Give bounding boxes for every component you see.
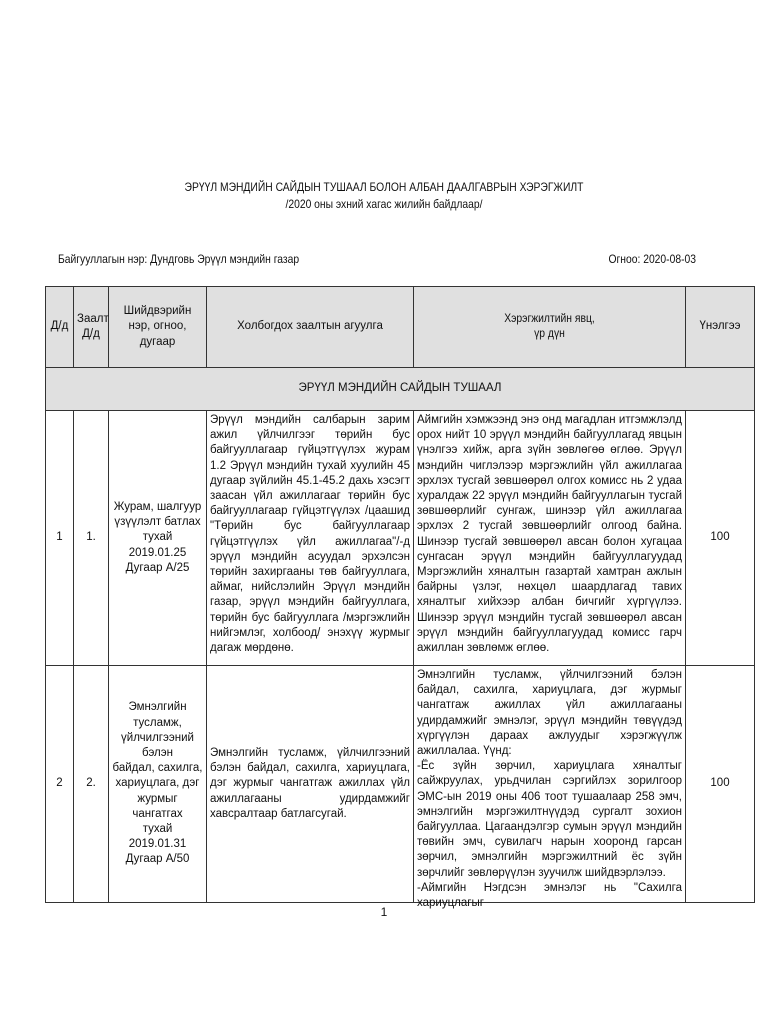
table-header-row <box>46 287 755 368</box>
section-title: ЭРҮҮЛ МЭНДИЙН САЙДЫН ТУШААЛ <box>46 368 755 411</box>
implementation-table <box>45 286 755 910</box>
row-content: Эмнэлгийн тусламж, үйлчилгээний бэлэн байдал, сахилга, хариуцлага, дэг журмыг чангатгаж ажиллах үйл ажиллагааны удирдамжийг хавсралтаар батлагсугай. <box>207 666 414 903</box>
row-task-no: 2. <box>74 666 109 903</box>
header-score: Үнэлгээ <box>686 287 755 368</box>
row-progress: Аймгийн хэмжээнд энэ онд магадлан итгэмжлэлд орох нийт 10 эрүүл мэндийн байгууллагад явцын үнэлгээ хийж, арга зүйн зөвлөгөө өглөө. Эрүүл мэндийн чиглэлээр мэргэжлийн үйл ажиллагаа эрхлэх тусгай зөвшөөрөл олгох комисс нь 2 удаа хуралдаж 22 эрүүл мэндийн байгууллагын тусгай зөвшөөрлийг сунгаж, шинээр үйл ажиллагаа эрхлэх 2 тусгай зөвшөөрлийг олгоод байна. Шинээр тусгай зөвшөөрөл авсан болон хугацаа сунгасан эрүүл мэндийн байгууллагуудад Мэргэжлийн хяналтын газартай хамтран ажлын байрны үзлэг, нөхцөл шаардлагад тавих хяналтыг хийхээр албан бичгийг хүргүүлээ. Шинээр эрүүл мэндийн тусгай зөвшөөрөл авсан эрүүл мэндийн байгууллагуудад комисс гарч ажиллан зөвлөмж өглөө. <box>414 411 686 666</box>
row-no: 1 <box>46 411 74 666</box>
table-row <box>46 411 755 666</box>
document-subtitle: /2020 оны эхний хагас жилийн байдлаар/ <box>285 197 483 211</box>
page-number: 1 <box>380 905 388 919</box>
row-score: 100 <box>686 411 755 666</box>
row-score: 100 <box>686 666 755 903</box>
table-row <box>46 666 755 903</box>
header-progress: Хэрэгжилтийн явц, үр дүн <box>414 287 686 368</box>
header-task-no: Заалт Д/д <box>74 287 109 368</box>
section-row <box>46 368 755 411</box>
header-content: Холбогдох заалтын агуулга <box>207 287 414 368</box>
document-title: ЭРҮҮЛ МЭНДИЙН САЙДЫН ТУШААЛ БОЛОН АЛБАН ДААЛГАВРЫН ХЭРЭГЖИЛТ <box>184 180 584 194</box>
report-date: Огноо: 2020-08-03 <box>608 252 696 266</box>
row-content: Эрүүл мэндийн салбарын зарим ажил үйлчилгээг төрийн бус байгууллагаар гүйцэтгүүлэх журам 1.2 Эрүүл мэндийн тухай хуулийн 45 дугаар зүйлийн 45.1-45.2 дахь хэсэгт заасан үйл ажиллагааг төрийн бус байгууллагаар гүйцэтгүүлэх /цаашид "Төрийн бус байгууллагаар гүйцэтгүүлэх үйл ажиллагаа"/-д эрүүл мэндийн асуудал эрхэлсэн төрийн захиргааны төв байгууллага, аймаг, нийслэлийн Эрүүл мэндийн газар, эрүүл мэндийн байгууллага, төрийн бус байгууллага /мэргэжлийн нийгэмлэг, холбоод/ энэхүү журмыг дагаж мөрдөнө. <box>207 411 414 666</box>
header-no: Д/д <box>46 287 74 368</box>
organization-name: Байгууллагын нэр: Дундговь Эрүүл мэндийн газар <box>58 252 300 266</box>
row-decision: Журам, шалгуур үзүүлэлт батлах тухай 2019.01.25 Дугаар А/25 <box>109 411 207 666</box>
row-no: 2 <box>46 666 74 903</box>
row-decision: Эмнэлгийн тусламж, үйлчилгээний бэлэн байдал, сахилга, хариуцлага, дэг журмыг чангатгах тухай 2019.01.31 Дугаар А/50 <box>109 666 207 903</box>
row-task-no: 1. <box>74 411 109 666</box>
row-progress: Эмнэлгийн тусламж, үйлчилгээний бэлэн байдал, сахилга, хариуцлага, дэг журмыг чангатгаж ажиллах үйл ажиллагааны удирдамжийг эмнэлэг, эрүүл мэндийн төвүүдэд хүргүүлэн дараах ажлуудыг хэрэгжүүлж ажиллалаа. Үүнд: -Ёс зүйн зөрчил, хариуцлага хяналтыг сайжруулах, урьдчилан сэргийлэх зорилгоор ЭМС-ын 2019 оны 406 тоот тушаалаар 258 эмч, эмнэлгийн мэргэжилтнүүдэд сургалт зохион байгууллаа. Цагаандэлгэр сумын эрүүл мэндийн төвийн эмч, сувилагч нарын хооронд гарсан зөрчил, эмнэлгийн мэргэжилтний ёс зүйн зөрчлийг зөвлөрүүлэн зуучилж шийдвэрлэлээ. -Аймгийн Нэгдсэн эмнэлэг нь "Сахилга хариуцлагыг <box>414 666 686 903</box>
header-decision: Шийдвэрийн нэр, огноо, дугаар <box>109 287 207 368</box>
